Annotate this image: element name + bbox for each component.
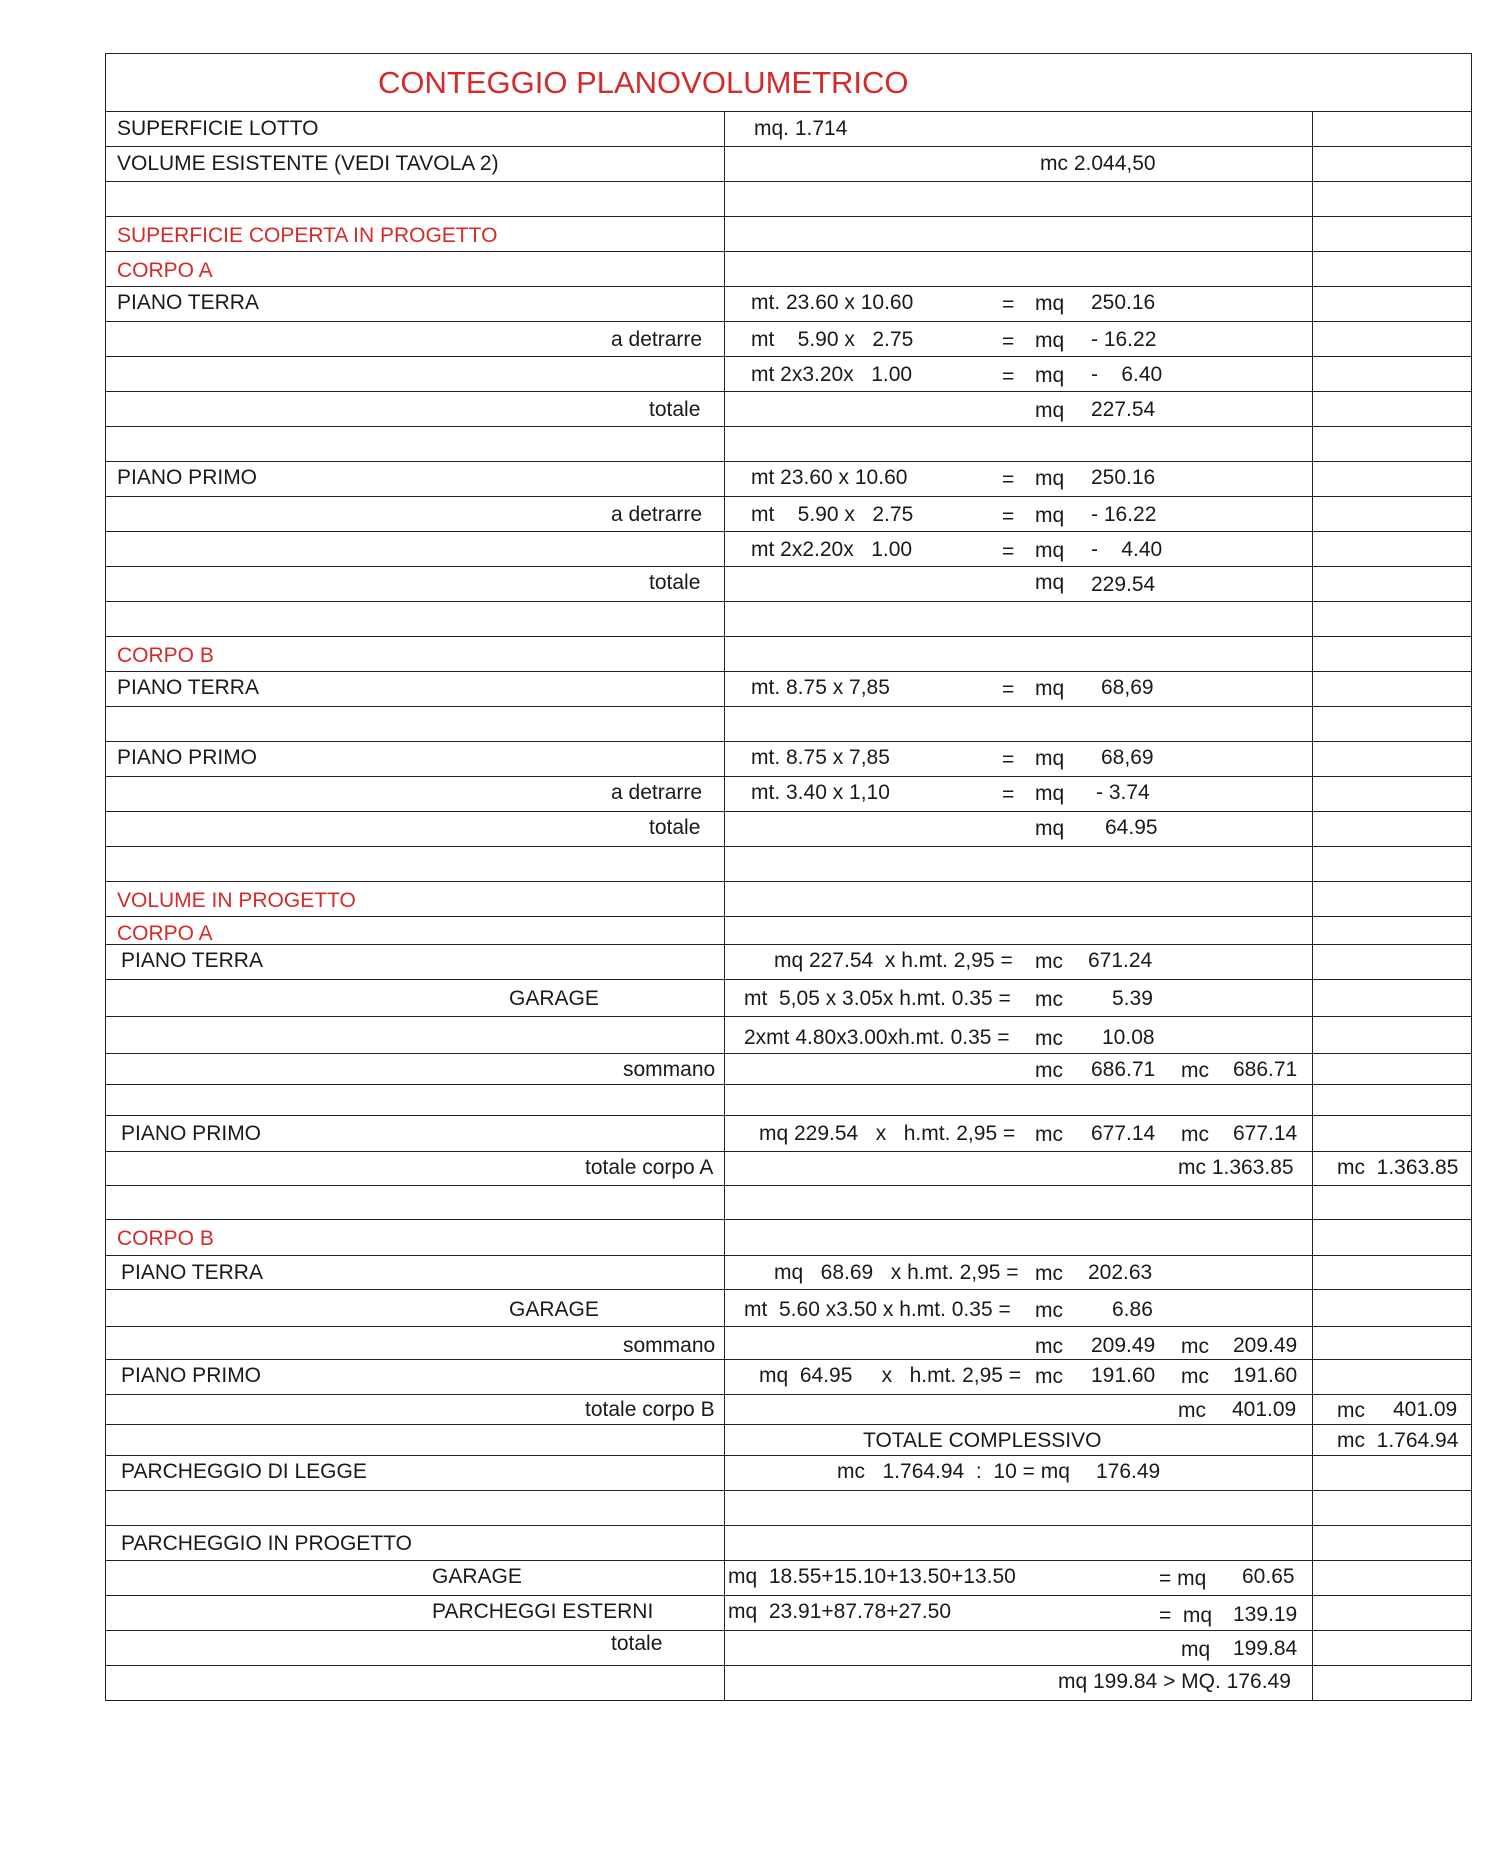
cell-text: 686.71 xyxy=(1091,1058,1156,1081)
cell-text: mq xyxy=(1035,329,1065,352)
cell-text: 671.24 xyxy=(1088,949,1153,972)
sheet-title xyxy=(106,54,1471,112)
cell-text: 10.08 xyxy=(1102,1026,1155,1049)
table-row xyxy=(106,112,1471,147)
table-row xyxy=(106,1395,1471,1425)
cell-text: mq xyxy=(1035,571,1065,594)
cell-text: mc xyxy=(1337,1399,1365,1422)
cell-text: = xyxy=(1002,678,1015,701)
table-row xyxy=(106,847,1471,882)
cell-text: = xyxy=(1002,293,1015,316)
cell-text: 6.86 xyxy=(1112,1298,1153,1321)
cell-text: mc xyxy=(1035,1365,1063,1388)
table-row xyxy=(106,322,1471,357)
cell-text: mq xyxy=(1035,467,1065,490)
cell-text: totale xyxy=(649,398,701,421)
cell-text: - 16.22 xyxy=(1091,328,1157,351)
cell-text: TOTALE COMPLESSIVO xyxy=(863,1429,1102,1452)
cell-text: mc xyxy=(1035,1335,1063,1358)
cell-text: mq xyxy=(1035,292,1065,315)
cell-text: mq 229.54 x h.mt. 2,95 = xyxy=(759,1122,1016,1145)
cell-text: mq. 1.714 xyxy=(754,117,848,140)
table-row xyxy=(106,1220,1471,1256)
calculation-sheet xyxy=(105,53,1472,1701)
table-row xyxy=(106,917,1471,945)
cell-text: PIANO PRIMO xyxy=(117,746,258,769)
cell-text: PARCHEGGIO IN PROGETTO xyxy=(121,1532,412,1555)
cell-text: mt 2x2.20x 1.00 xyxy=(751,538,913,561)
cell-text: = xyxy=(1002,505,1015,528)
cell-text: mc xyxy=(1178,1399,1206,1422)
table-row xyxy=(106,1116,1471,1152)
cell-text: mc xyxy=(1181,1123,1209,1146)
cell-text: mt 23.60 x 10.60 xyxy=(751,466,908,489)
table-row xyxy=(106,147,1471,182)
cell-text: 401.09 xyxy=(1393,1398,1458,1421)
cell-text: = xyxy=(1002,468,1015,491)
cell-text: 686.71 xyxy=(1233,1058,1298,1081)
cell-text: mq xyxy=(1035,747,1065,770)
cell-text: totale corpo A xyxy=(585,1156,714,1179)
cell-text: PIANO TERRA xyxy=(121,949,263,972)
table-row xyxy=(106,1631,1471,1666)
cell-text: mt. 23.60 x 10.60 xyxy=(751,291,914,314)
cell-text: 191.60 xyxy=(1233,1364,1298,1387)
cell-text: mq xyxy=(1181,1638,1211,1661)
cell-text: 5.39 xyxy=(1112,987,1153,1010)
cell-text: - 6.40 xyxy=(1091,363,1163,386)
table-row xyxy=(106,427,1471,462)
cell-text: totale xyxy=(649,571,701,594)
cell-text: 229.54 xyxy=(1091,573,1156,596)
cell-text: 176.49 xyxy=(1096,1460,1161,1483)
cell-text: mt. 3.40 x 1,10 xyxy=(751,781,890,804)
cell-text: mq xyxy=(1035,399,1065,422)
cell-text: mq 68.69 x h.mt. 2,95 = xyxy=(774,1261,1019,1284)
cell-text: 199.84 xyxy=(1233,1637,1298,1660)
table-row xyxy=(106,1017,1471,1054)
cell-text: mc 1.363.85 xyxy=(1337,1156,1459,1179)
cell-text: mt 5.90 x 2.75 xyxy=(751,503,914,526)
cell-text: VOLUME ESISTENTE (VEDI TAVOLA 2) xyxy=(117,152,499,175)
cell-text: a detrarre xyxy=(611,328,703,351)
cell-text: 209.49 xyxy=(1233,1334,1298,1357)
sheet-title-text: CONTEGGIO PLANOVOLUMETRICO xyxy=(378,65,909,100)
cell-text: mq 23.91+87.78+27.50 xyxy=(728,1600,952,1623)
table-row xyxy=(106,1425,1471,1456)
cell-text: PARCHEGGIO DI LEGGE xyxy=(121,1460,367,1483)
cell-text: 250.16 xyxy=(1091,466,1156,489)
cell-text: mc 1.764.94 : 10 = mq xyxy=(837,1460,1070,1483)
table-row xyxy=(106,707,1471,742)
table-row xyxy=(106,252,1471,287)
table-row xyxy=(106,980,1471,1017)
cell-text: mc xyxy=(1181,1365,1209,1388)
table-row xyxy=(106,1256,1471,1290)
table-row xyxy=(106,1085,1471,1116)
cell-text: mc xyxy=(1035,1123,1063,1146)
cell-text: = xyxy=(1002,783,1015,806)
table-row xyxy=(106,462,1471,497)
cell-text: mc xyxy=(1035,988,1063,1011)
cell-text: mc xyxy=(1181,1059,1209,1082)
section-heading: CORPO B xyxy=(117,644,214,667)
table-row xyxy=(106,1054,1471,1085)
cell-text: sommano xyxy=(623,1334,716,1357)
table-row xyxy=(106,882,1471,917)
cell-text: mq xyxy=(1035,677,1065,700)
table-row xyxy=(106,1456,1471,1491)
section-heading: CORPO A xyxy=(117,259,213,282)
table-row xyxy=(106,777,1471,812)
cell-text: 139.19 xyxy=(1233,1603,1298,1626)
cell-text: 2xmt 4.80x3.00xh.mt. 0.35 = xyxy=(744,1026,1010,1049)
cell-text: mc xyxy=(1035,950,1063,973)
table-row xyxy=(106,1526,1471,1561)
cell-text: 60.65 xyxy=(1242,1565,1295,1588)
cell-text: a detrarre xyxy=(611,503,703,526)
table-row xyxy=(106,567,1471,602)
cell-text: GARAGE xyxy=(509,1298,599,1321)
cell-text: = mq xyxy=(1159,1567,1207,1590)
table-row xyxy=(106,742,1471,777)
table-row xyxy=(106,1152,1471,1186)
table-row xyxy=(106,672,1471,707)
cell-text: mt. 8.75 x 7,85 xyxy=(751,746,890,769)
cell-text: - 3.74 xyxy=(1096,781,1150,804)
table-row xyxy=(106,1186,1471,1220)
table-row xyxy=(106,1666,1471,1701)
cell-text: mt. 8.75 x 7,85 xyxy=(751,676,890,699)
cell-text: = xyxy=(1002,540,1015,563)
section-heading: SUPERFICIE COPERTA IN PROGETTO xyxy=(117,224,498,247)
table-row xyxy=(106,532,1471,567)
cell-text: - 16.22 xyxy=(1091,503,1157,526)
cell-text: mq xyxy=(1035,539,1065,562)
cell-text: mc 1.363.85 xyxy=(1178,1156,1294,1179)
cell-text: sommano xyxy=(623,1058,716,1081)
cell-text: PARCHEGGI ESTERNI xyxy=(432,1600,654,1623)
cell-text: mt 2x3.20x 1.00 xyxy=(751,363,913,386)
cell-text: 64.95 xyxy=(1105,816,1158,839)
table-row xyxy=(106,182,1471,217)
cell-text: PIANO TERRA xyxy=(117,291,259,314)
cell-text: mq 64.95 x h.mt. 2,95 = xyxy=(759,1364,1022,1387)
cell-text: totale corpo B xyxy=(585,1398,715,1421)
cell-text: mq xyxy=(1035,782,1065,805)
table-row xyxy=(106,1491,1471,1526)
cell-text: mq xyxy=(1035,504,1065,527)
cell-text: PIANO PRIMO xyxy=(121,1364,262,1387)
cell-text: 202.63 xyxy=(1088,1261,1153,1284)
cell-text: a detrarre xyxy=(611,781,703,804)
cell-text: mt 5,05 x 3.05x h.mt. 0.35 = xyxy=(744,987,1011,1010)
cell-text: 250.16 xyxy=(1091,291,1156,314)
table-row xyxy=(106,637,1471,672)
cell-text: totale xyxy=(649,816,701,839)
cell-text: 677.14 xyxy=(1233,1122,1298,1145)
table-row xyxy=(106,945,1471,980)
table-row xyxy=(106,497,1471,532)
section-heading: VOLUME IN PROGETTO xyxy=(117,889,356,912)
cell-text: 209.49 xyxy=(1091,1334,1156,1357)
cell-text: mc xyxy=(1035,1299,1063,1322)
cell-text: mq 227.54 x h.mt. 2,95 = xyxy=(774,949,1013,972)
cell-text: mt 5.90 x 2.75 xyxy=(751,328,914,351)
cell-text: = xyxy=(1002,748,1015,771)
cell-text: mq xyxy=(1035,364,1065,387)
table-row xyxy=(106,217,1471,252)
table-row xyxy=(106,812,1471,847)
cell-text: 677.14 xyxy=(1091,1122,1156,1145)
cell-text: mq xyxy=(1035,817,1065,840)
cell-text: = mq xyxy=(1159,1604,1213,1627)
table-row xyxy=(106,1561,1471,1596)
cell-text: 191.60 xyxy=(1091,1364,1156,1387)
cell-text: 401.09 xyxy=(1232,1398,1297,1421)
cell-text: PIANO PRIMO xyxy=(117,466,258,489)
cell-text: PIANO TERRA xyxy=(117,676,259,699)
cell-text: mc xyxy=(1181,1335,1209,1358)
cell-text: PIANO TERRA xyxy=(121,1261,263,1284)
table-row xyxy=(106,392,1471,427)
cell-text: SUPERFICIE LOTTO xyxy=(117,117,319,140)
cell-text: mc 1.764.94 xyxy=(1337,1429,1459,1452)
table-row xyxy=(106,602,1471,637)
table-row xyxy=(106,357,1471,392)
cell-text: 227.54 xyxy=(1091,398,1156,421)
cell-text: = xyxy=(1002,330,1015,353)
cell-text: mq 199.84 > MQ. 176.49 xyxy=(1058,1670,1291,1693)
cell-text: mc 2.044,50 xyxy=(1040,152,1156,175)
cell-text: GARAGE xyxy=(432,1565,522,1588)
cell-text: GARAGE xyxy=(509,987,599,1010)
cell-text: mq 18.55+15.10+13.50+13.50 xyxy=(728,1565,1016,1588)
cell-text: mc xyxy=(1035,1059,1063,1082)
cell-text: mc xyxy=(1035,1027,1063,1050)
cell-text: mc xyxy=(1035,1262,1063,1285)
cell-text: totale xyxy=(611,1632,663,1655)
table-row xyxy=(106,1290,1471,1327)
table-row xyxy=(106,1360,1471,1395)
section-heading: CORPO B xyxy=(117,1227,214,1250)
cell-text: 68,69 xyxy=(1101,676,1154,699)
cell-text: - 4.40 xyxy=(1091,538,1163,561)
table-row xyxy=(106,287,1471,322)
table-row xyxy=(106,1596,1471,1631)
cell-text: mt 5.60 x3.50 x h.mt. 0.35 = xyxy=(744,1298,1011,1321)
table-row xyxy=(106,1327,1471,1360)
cell-text: PIANO PRIMO xyxy=(121,1122,262,1145)
cell-text: = xyxy=(1002,365,1015,388)
section-heading: CORPO A xyxy=(117,922,213,945)
cell-text: 68,69 xyxy=(1101,746,1154,769)
